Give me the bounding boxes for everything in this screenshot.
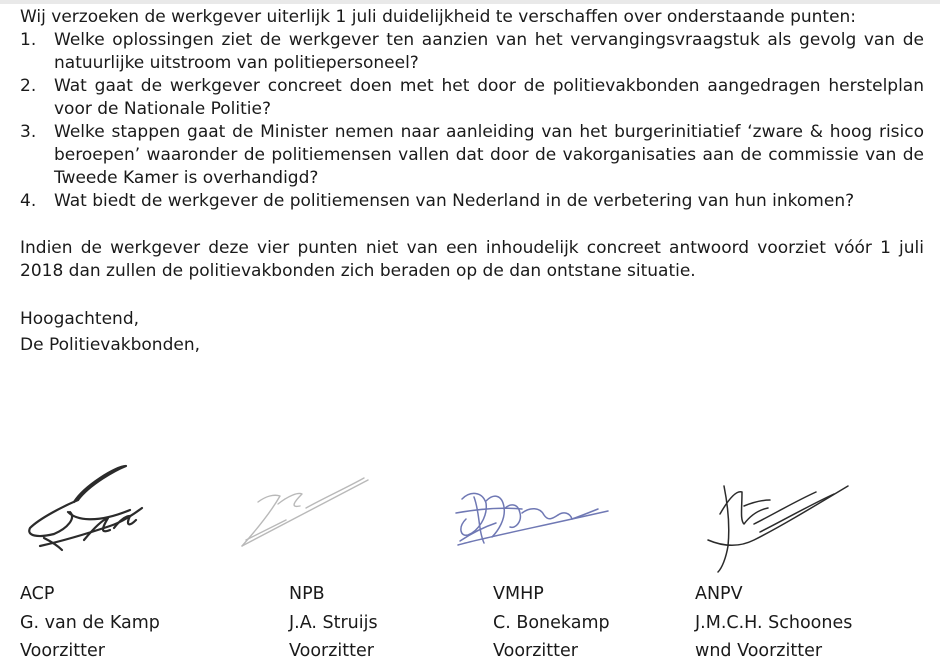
question-text: Wat gaat de werkgever concreet doen met het door de politievakbonden aangedragen herstelplan voor de Nationale Politie? [54,76,924,119]
question-number: 1. [20,30,37,50]
question-number: 3. [20,122,37,142]
intro-paragraph: Wij verzoeken de werkgever uiterlijk 1 juli duidelijkheid te verschaffen over onderstaande punten: [20,7,857,27]
signature-vmhp-image [448,483,618,558]
question-list [20,29,924,213]
signatory-org: ANPV [695,584,743,604]
signature-npb-image [228,462,378,557]
question-text: Welke stappen gaat de Minister nemen naar aanleiding van het burgerinitiatief ‘zware & hoog risico beroepen’ waaronder de politiemensen vallen dat door de vakorganisaties aan de commissie van de Tweede Kamer is overhandigd? [54,122,924,188]
signature-anpv-image [698,476,858,576]
closing-greeting: Hoogachtend, [20,309,140,329]
question-item [20,190,924,213]
question-number: 4. [20,191,37,211]
question-item [20,121,924,190]
question-text: Wat biedt de werkgever de politiemensen van Nederland in de verbetering van hun inkomen? [54,191,855,211]
signatory-role: wnd Voorzitter [695,641,823,661]
signatory-vmhp [493,580,610,666]
signatory-role: Voorzitter [493,641,578,661]
signatory-org: VMHP [493,584,544,604]
top-edge-bar [0,0,940,4]
question-number: 2. [20,76,37,96]
signatory-org: NPB [289,584,325,604]
signatory-name: C. Bonekamp [493,612,610,633]
question-text: Welke oplossingen ziet de werkgever ten aanzien van het vervangingsvraagstuk als gevolg van de natuurlijke uitstroom van politiepersoneel? [54,30,924,73]
conditional-paragraph: Indien de werkgever deze vier punten niet van een inhoudelijk concreet antwoord voorziet vóór 1 juli 2018 dan zullen de politievakbonden zich beraden op de dan ontstane situatie. [20,238,924,281]
signatory-anpv [695,580,852,666]
signatory-npb [289,580,378,666]
signatory-role: Voorzitter [20,641,105,661]
letter-body [20,6,924,360]
signatory-name: J.M.C.H. Schoones [695,612,853,633]
question-item [20,29,924,75]
closing-sender: De Politievakbonden, [20,335,201,355]
signatory-acp [20,580,160,666]
signatory-org: ACP [20,584,55,604]
question-item [20,75,924,121]
closing-block [20,308,924,360]
signatory-role: Voorzitter [289,641,374,661]
signatory-name: G. van de Kamp [20,612,160,633]
signature-acp-image [18,458,153,558]
signatory-name: J.A. Struijs [289,612,378,633]
